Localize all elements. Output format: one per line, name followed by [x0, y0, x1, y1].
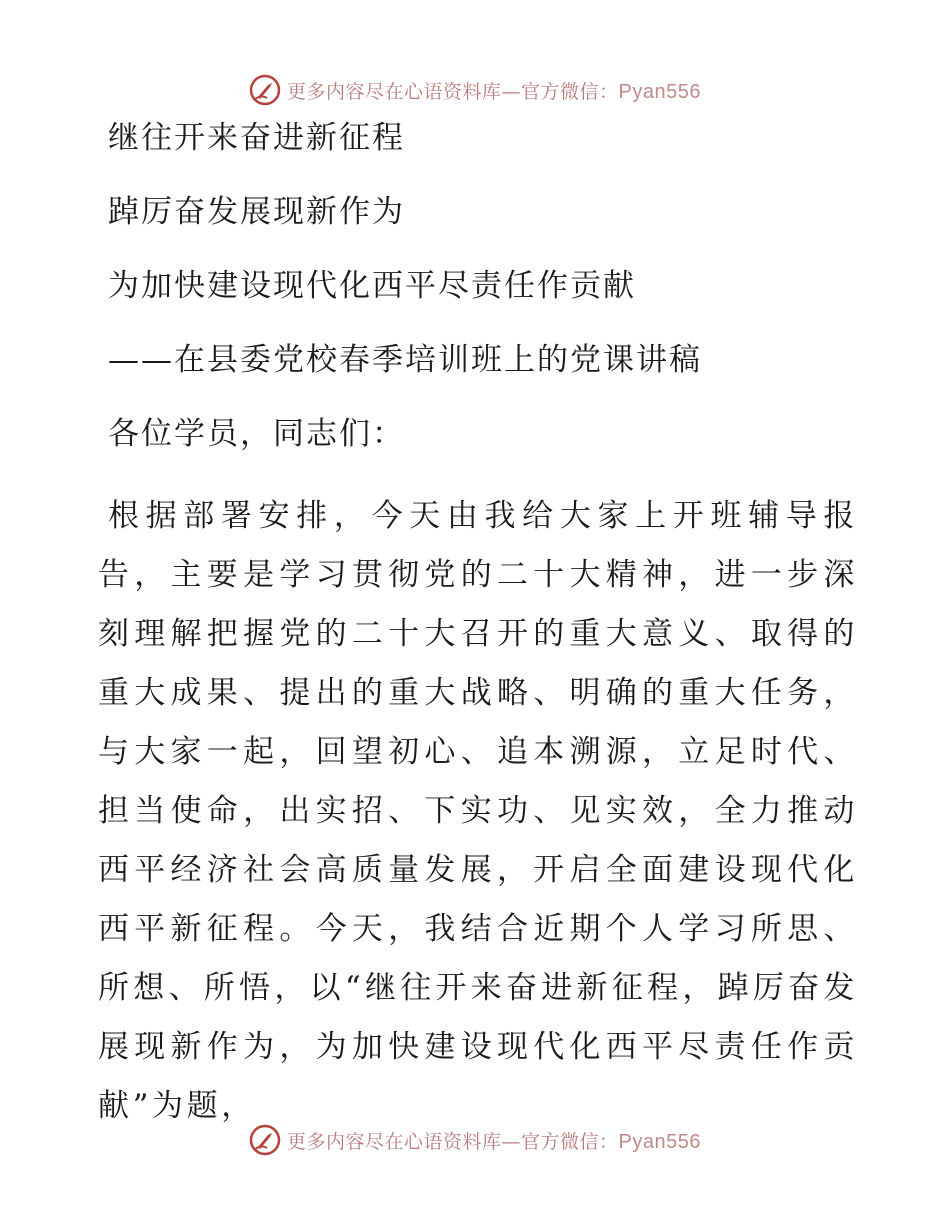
body-paragraph: 根据部署安排，今天由我给大家上开班辅导报告，主要是学习贯彻党的二十大精神，进一步深刻理解把握党的二十大召开的重大意义、取得的重大成果、提出的重大战略、明确的重大任务，与大家一起，回望初心、追本溯源，立足时代、担当使命，出实招、下实功、见实效，全力推动西平经济社会高质量发展，开启全面建设现代化西平新征程。今天，我结合近期个人学习所思、所想、所悟，以“继往开来奋进新征程，踔厉奋发展现新作为，为加快建设现代化西平尽责任作贡献”为题， — [98, 498, 858, 1124]
subtitle-line: ——在县委党校春季培训班上的党课讲稿 — [108, 342, 702, 378]
salutation: 各位学员，同志们： — [108, 416, 405, 452]
document-body — [98, 487, 858, 1136]
watermark-wechat-id: Pyan556 — [618, 1130, 701, 1153]
footer-watermark — [0, 1120, 950, 1160]
watermark-wechat-id: Pyan556 — [618, 80, 701, 103]
title-line-2: 踔厉奋发展现新作为 — [108, 194, 405, 230]
document-header — [98, 120, 858, 489]
pen-nib-logo-icon — [249, 1124, 281, 1156]
watermark-text: 更多内容尽在心语资料库—官方微信：Pyan556 — [287, 80, 701, 103]
watermark-text: 更多内容尽在心语资料库—官方微信：Pyan556 — [287, 1130, 701, 1153]
title-line-1: 继往开来奋进新征程 — [108, 120, 405, 156]
pen-nib-logo-icon — [249, 74, 281, 106]
header-watermark — [0, 70, 950, 110]
title-line-3: 为加快建设现代化西平尽责任作贡献 — [108, 268, 636, 304]
